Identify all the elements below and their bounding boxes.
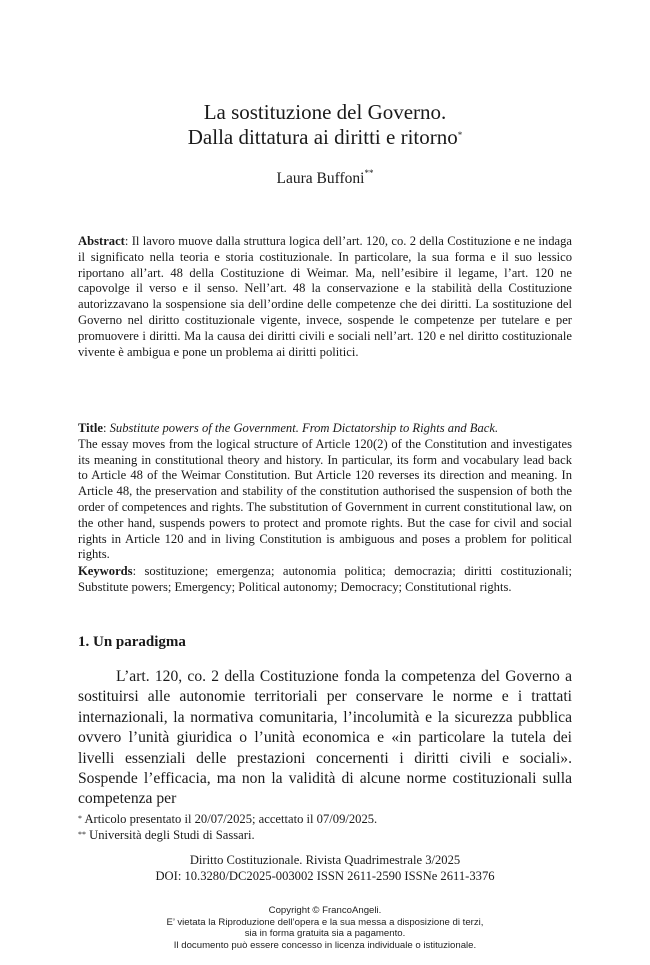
abstract-text: : Il lavoro muove dalla struttura logica dell’art. 120, co. 2 della Costituzione e ne indaga il significato nella teoria e storia costituzionale. In particolare, la sua forma e il suo lessico riportano all’art. 48 della Costituzione di Weimar. Ma, nell’esibire il legame, l’art. 120 ne capovolge il verso e il senso. Nell’art. 48 la conservazione e la stabilità della Costituzione autorizzavano la sospensione sia dell’ordine delle competenze che dei diritti. La sostituzione del Governo nel diritto costituzionale vigente, invece, sospende le competenze per tutelare e per promuovere i diritti. Ma la causa dei diritti civili e sociali nell’art. 120 e nel diritto costituzionale vivente è ambigua e pone un problema ai diritti politici. (78, 234, 572, 359)
footnotes (78, 812, 572, 843)
footnote-2-mark: ** (78, 829, 86, 839)
english-title: Substitute powers of the Government. From Dictatorship to Rights and Back. (109, 421, 499, 435)
title-line-2 (0, 125, 650, 150)
journal-doi: DOI: 10.3280/DC2025-003002 ISSN 2611-2590 ISSNe 2611-3376 (155, 868, 495, 883)
copyright-line-3: sia in forma gratuita sia a pagamento. (244, 928, 406, 940)
title-line-2-text: Dalla dittatura ai diritti e ritorno (187, 125, 458, 149)
keywords-paragraph (78, 564, 572, 596)
english-abstract (78, 421, 572, 563)
author-footnote-mark: ** (364, 168, 374, 178)
footnote-1 (78, 812, 572, 828)
copyright-line-1: Copyright © FrancoAngeli. (268, 905, 382, 916)
copyright-line-4: Il documento può essere concesso in licenza individuale o istituzionale. (173, 939, 477, 951)
journal-name: Diritto Costituzionale. Rivista Quadrimestrale 3/2025 (189, 853, 461, 867)
english-title-label: Title (78, 421, 103, 435)
body-paragraph: L’art. 120, co. 2 della Costituzione fonda la competenza del Governo a sostituirsi alle autonomie territoriali per conservare le norme e i trattati internazionali, la normativa comunitaria, l’incolumità e la sicurezza pubblica ovvero l’unità giuridica o l’unità economica e «in particolare la tutela dei livelli essenziali delle prestazioni concernenti i diritti civili e sociali». Sospende l’efficacia, ma non la validità di alcune norme costituzionali sulla competenza per (78, 668, 572, 808)
footnote-1-mark: * (78, 814, 82, 823)
author-name (0, 170, 650, 188)
footnote-2-text: Università degli Studi di Sassari. (86, 827, 255, 842)
footnote-2 (78, 828, 572, 844)
title-footnote-mark: * (457, 130, 463, 140)
journal-info (0, 853, 650, 884)
copyright-line-2: E’ vietata la Riproduzione dell’opera e la sua messa a disposizione di terzi, (166, 916, 484, 928)
keywords-text: : sostituzione; emergenza; autonomia politica; democrazia; diritti costituzionali; Substitute powers; Emergency; Political autonomy; Democracy; Constitutional rights. (78, 564, 572, 594)
abstract-label: Abstract (78, 234, 125, 248)
title-line-1: La sostituzione del Governo. (203, 100, 447, 124)
english-title-colon: : (102, 421, 110, 435)
author-text: Laura Buffoni (276, 170, 365, 187)
footnote-1-text: Articolo presentato il 20/07/2025; accettato il 07/09/2025. (82, 812, 378, 826)
article-title (0, 100, 650, 150)
english-abstract-text: The essay moves from the logical structure of Article 120(2) of the Constitution and investigates its meaning in constitutional theory and history. In particular, its form and vocabulary lead back to Article 48 of the Weimar Constitution. But Article 120 reverses its direction and meaning. In Article 48, the preservation and stability of the constitution authorised the suspension of both the order of competences and rights. The substitution of Government in current constitutional law, on the other hand, suspends powers to protect and promote rights. But the case for civil and social rights in Article 120 and in living Constitution is ambiguous and poses a problem for political rights. (78, 436, 572, 562)
keywords-label: Keywords (78, 564, 133, 578)
abstract-paragraph (78, 234, 572, 360)
copyright-notice (0, 905, 650, 951)
section-heading: 1. Un paradigma (78, 634, 186, 650)
